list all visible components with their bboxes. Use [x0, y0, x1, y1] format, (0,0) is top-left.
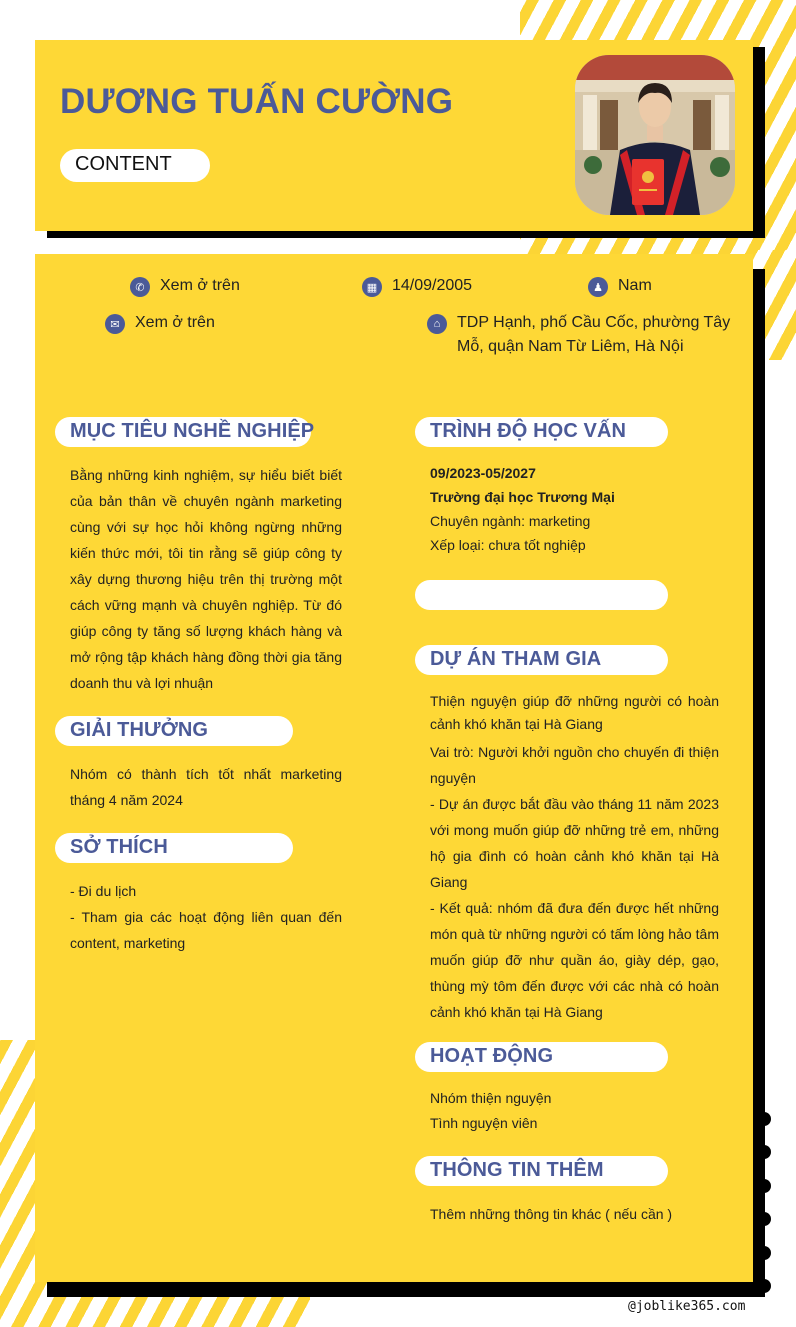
decorative-dot	[757, 1212, 771, 1226]
candidate-name: DƯƠNG TUẤN CƯỜNG	[60, 82, 454, 121]
project-name: Thiện nguyện giúp đỡ những người có hoàn cảnh khó khăn tại Hà Giang	[430, 693, 719, 732]
hobbies-title: SỞ THÍCH	[70, 836, 168, 858]
calendar-icon: ▦	[362, 277, 382, 297]
project-desc: - Dự án được bắt đầu vào tháng 11 năm 2023 với mong muốn giúp đỡ những trẻ em, những hộ gia đình có hoàn cảnh khó khăn tại Hà Giang	[430, 796, 719, 890]
hobbies-list	[70, 878, 342, 956]
decorative-dot	[757, 1246, 771, 1260]
projects-details	[430, 690, 719, 1025]
email-icon: ✉	[105, 314, 125, 334]
project-result: - Kết quả: nhóm đã đưa đến được hết những món quà từ những người có tấm lòng hảo tâm muốn giúp đỡ như quần áo, giày dép, gạo, thùng mỳ tôm đến được với các nhà có hoàn cảnh khó khăn tại Hà Giang	[430, 900, 719, 1020]
list-item: Tình nguyện viên	[430, 1115, 538, 1131]
profile-photo	[575, 55, 735, 215]
awards-title: GIẢI THƯỞNG	[70, 719, 209, 741]
empty-pill	[415, 580, 668, 610]
list-item: Nhóm thiện nguyện	[430, 1090, 552, 1106]
contact-address: ⌂ TDP Hạnh, phố Cầu Cốc, phường Tây Mỗ, quận Nam Từ Liêm, Hà Nội	[427, 313, 757, 359]
education-school: Trường đại học Trương Mại	[430, 489, 615, 505]
awards-text: Nhóm có thành tích tốt nhất marketing tháng 4 năm 2024	[70, 766, 342, 808]
home-icon: ⌂	[427, 314, 447, 334]
activities-list	[430, 1086, 719, 1136]
decorative-dot	[757, 1145, 771, 1159]
projects-title: DỰ ÁN THAM GIA	[430, 648, 602, 670]
phone-icon: ✆	[130, 277, 150, 297]
education-details	[430, 461, 719, 557]
objective-text: Bằng những kinh nghiệm, sự hiểu biết biết của bản thân về chuyên ngành marketing cùng với sự học hỏi không ngừng những kiến thức mới, tôi tin rằng sẽ giúp công ty xây dựng thương hiệu trên thị trường một cách vững mạnh và chuyên nghiệp. Từ đó giúp công ty tăng số lượng khách hàng và mở rộng tập khách hàng đồng thời gia tăng doanh thu và lợi nhuận	[70, 467, 342, 691]
contact-email: ✉ Xem ở trên	[105, 313, 215, 335]
objective-title: MỤC TIÊU NGHỀ NGHIỆP	[70, 420, 315, 442]
decorative-dot	[757, 1112, 771, 1126]
list-item: - Đi du lịch	[70, 883, 137, 899]
candidate-role: CONTENT	[75, 153, 172, 175]
education-major: Chuyên ngành: marketing	[430, 513, 591, 529]
contact-gender: ♟ Nam	[588, 276, 652, 298]
education-period: 09/2023-05/2027	[430, 465, 536, 481]
education-grade: Xếp loại: chưa tốt nghiệp	[430, 537, 586, 553]
contact-phone: ✆ Xem ở trên	[130, 276, 240, 298]
decorative-dot	[757, 1279, 771, 1293]
list-item: - Tham gia các hoạt động liên quan đến content, marketing	[70, 909, 342, 951]
project-role: Vai trò: Người khởi nguồn cho chuyến đi thiện nguyện	[430, 744, 719, 786]
activities-title: HOẠT ĐỘNG	[430, 1045, 554, 1067]
footer-watermark: @joblike365.com	[628, 1299, 746, 1314]
decorative-dot	[757, 1179, 771, 1193]
extra-title: THÔNG TIN THÊM	[430, 1159, 604, 1181]
contact-birthday: ▦ 14/09/2005	[362, 276, 472, 298]
education-title: TRÌNH ĐỘ HỌC VẤN	[430, 420, 627, 442]
extra-text: Thêm những thông tin khác ( nếu cần )	[430, 1206, 673, 1222]
gender-icon: ♟	[588, 277, 608, 297]
